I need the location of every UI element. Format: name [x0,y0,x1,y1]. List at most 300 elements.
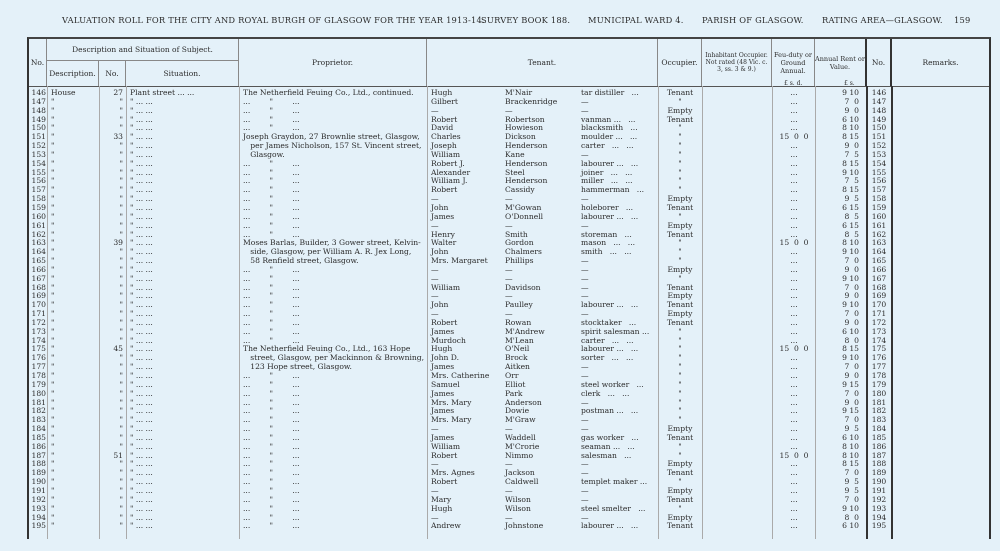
house-number: " [119,194,123,204]
description: " [51,194,55,204]
annual-rent: 9 0 [844,397,859,407]
row-number-right: 194 [871,512,887,522]
tenant-surname: M'Lean [505,335,534,345]
row-number-right: 156 [871,176,887,186]
tenant-surname: O'Neil [505,344,530,354]
tenant-surname: Park [505,388,523,398]
tenant-occupation: — [581,468,589,478]
tenant-surname: Dickson [505,132,536,142]
tenant-occupation: labourer ... ... [581,344,639,354]
row-number: 171 [31,309,46,319]
proprietor: Moses Barlas, Builder, 3 Gower street, Kelvin- [243,238,421,248]
tenant-surname: O'Donnell [505,211,544,221]
annual-rent: 9 10 [842,273,859,283]
annual-rent: 9 0 [844,264,859,274]
description: " [51,149,55,159]
col-proprietor: Proprietor. [239,39,427,86]
tenant-surname: Wilson [505,503,531,513]
tenant-occupation: labourer ... ... [581,300,639,310]
occupier-status: " [678,353,682,363]
proprietor: ... " ... [243,432,300,442]
proprietor: ... " ... [243,194,300,204]
description: " [51,335,55,345]
tenant-first-name: William [431,441,461,451]
situation: " ... ... [130,229,153,239]
annual-rent: 8 15 [842,344,859,354]
tenant-surname: Wilson [505,494,531,504]
tenant-occupation: — [581,291,589,301]
proprietor: ... " ... [243,96,300,106]
row-number-right: 155 [871,167,887,177]
tenant-occupation: labourer ... ... [581,521,639,531]
description: " [51,512,55,522]
feu-duty: ... [790,141,798,151]
tenant-surname: — [505,512,513,522]
parish: PARISH OF GLASGOW. [702,15,804,25]
house-number: " [119,141,123,151]
tenant-occupation: spirit salesman ... [581,326,650,336]
proprietor: ... " ... [243,468,300,478]
feu-duty: ... [790,362,798,372]
description: " [51,309,55,319]
occupier-status: " [678,149,682,159]
house-number: " [119,282,123,292]
description: " [51,96,55,106]
tenant-surname: Davidson [505,282,541,292]
feu-duty: ... [790,96,798,106]
tenant-first-name: John [431,247,449,257]
feu-duty: 15 0 0 [779,132,809,142]
feu-duty: ... [790,503,798,513]
tenant-surname: Dowie [505,406,530,416]
situation: " ... ... [130,264,153,274]
house-number: " [119,96,123,106]
house-number: " [119,503,123,513]
annual-rent: 6 15 [842,220,859,230]
annual-rent: 7 0 [844,388,859,398]
description: " [51,521,55,531]
rating-area: RATING AREA—GLASGOW. [822,15,943,25]
tenant-surname: M'Andrew [505,326,545,336]
annual-rent: 8 15 [842,185,859,195]
feu-duty: 15 0 0 [779,238,809,248]
situation: " ... ... [130,105,153,115]
tenant-first-name: William [431,282,461,292]
row-number-right: 189 [871,468,887,478]
annual-rent: 8 10 [842,238,859,248]
occupier-status: " [678,96,682,106]
row-number-right: 172 [871,317,887,327]
feu-duty: ... [790,521,798,531]
tenant-surname: — [505,194,513,204]
proprietor: ... " ... [243,220,300,230]
row-number: 166 [31,264,46,274]
tenant-occupation: templet maker ... [581,477,648,487]
tenant-surname: Henderson [505,176,548,186]
feu-duty: ... [790,494,798,504]
tenant-surname: Robertson [505,114,545,124]
situation: " ... ... [130,141,153,151]
description: " [51,317,55,327]
tenant-occupation: — [581,256,589,266]
description: " [51,123,55,133]
occupier-status: " [678,371,682,380]
row-number: 164 [31,247,46,257]
row-number: 158 [31,194,46,204]
house-number: " [119,264,123,274]
tenant-first-name: James [431,326,455,336]
tenant-first-name: — [431,309,439,319]
tenant-surname: Brackenridge [505,96,558,106]
proprietor: ... " ... [243,335,300,345]
feu-duty: ... [790,309,798,319]
situation: " ... ... [130,273,153,283]
annual-rent: 7 0 [844,282,859,292]
annual-rent: 6 10 [842,114,859,124]
row-number: 146 [31,88,46,97]
house-number: " [119,521,123,531]
description: " [51,300,55,310]
tenant-occupation: — [581,415,589,425]
tenant-surname: Nimmo [505,450,534,460]
proprietor: ... " ... [243,494,300,504]
house-number: " [119,149,123,159]
tenant-occupation: clerk ... ... [581,388,630,398]
tenant-occupation: — [581,397,589,407]
tenant-occupation: — [581,362,589,372]
occupier-status: " [678,362,682,372]
situation: " ... ... [130,123,153,133]
situation: " ... ... [130,485,153,495]
tenant-first-name: — [431,105,439,115]
occupier-status: " [678,406,682,416]
house-number: " [119,123,123,133]
proprietor: ... " ... [243,114,300,124]
proprietor: ... " ... [243,123,300,133]
tenant-first-name: Charles [431,132,461,142]
tenant-first-name: — [431,459,439,469]
tenant-occupation: — [581,194,589,204]
house-number: " [119,309,123,319]
tenant-surname: Gordon [505,238,534,248]
annual-rent: 9 0 [844,105,859,115]
occupier-status: Tenant [666,300,694,310]
tenant-first-name: Hugh [431,88,453,97]
house-number: " [119,105,123,115]
situation: " ... ... [130,211,153,221]
annual-rent: 9 5 [844,424,859,434]
tenant-surname: M'Crorie [505,441,540,451]
description: " [51,494,55,504]
tenant-occupation: vanman ... ... [581,114,636,124]
tenant-first-name: — [431,512,439,522]
occupier-status: Empty [667,264,693,274]
tenant-surname: Smith [505,229,528,239]
annual-rent: 6 15 [842,202,859,212]
row-number-right: 187 [871,450,887,460]
row-number-right: 192 [871,494,887,504]
proprietor: ... " ... [243,167,300,177]
annual-rent: 9 10 [842,300,859,310]
situation: " ... ... [130,309,153,319]
row-number: 168 [31,282,46,292]
situation: " ... ... [130,371,153,380]
row-number: 169 [31,291,46,301]
table-body [29,89,989,531]
description: " [51,158,55,168]
tenant-occupation: — [581,273,589,283]
house-number: " [119,158,123,168]
row-number: 178 [31,371,46,380]
row-number: 159 [31,202,46,212]
feu-duty: 15 0 0 [779,450,809,460]
tenant-surname: Anderson [505,397,542,407]
proprietor: ... " ... [243,309,300,319]
situation: " ... ... [130,114,153,124]
occupier-status: " [678,415,682,425]
annual-rent: 7 0 [844,96,859,106]
row-number-right: 160 [871,211,887,221]
tenant-surname: Paulley [505,300,533,310]
tenant-occupation: salesman ... [581,450,632,460]
tenant-occupation: — [581,149,589,159]
tenant-occupation: — [581,494,589,504]
feu-duty: ... [790,185,798,195]
tenant-first-name: John [431,300,449,310]
description: House [51,88,76,97]
tenant-first-name: Murdoch [431,335,466,345]
proprietor: ... " ... [243,415,300,425]
situation: " ... ... [130,96,153,106]
feu-duty: ... [790,512,798,522]
house-number: " [119,247,123,257]
occupier-status: " [678,167,682,177]
proprietor: ... " ... [243,300,300,310]
situation: " ... ... [130,256,153,266]
feu-duty: ... [790,176,798,186]
row-number: 155 [31,167,46,177]
description: " [51,167,55,177]
annual-rent: 9 10 [842,503,859,513]
feu-duty: ... [790,211,798,221]
occupier-status: " [678,477,682,487]
tenant-first-name: — [431,424,439,434]
tenant-first-name: — [431,485,439,495]
description: " [51,485,55,495]
occupier-status: " [678,388,682,398]
occupier-status: Empty [667,485,693,495]
situation: " ... ... [130,503,153,513]
proprietor: 123 Hope street, Glasgow. [243,362,352,372]
description: " [51,468,55,478]
situation: " ... ... [130,300,153,310]
row-number: 167 [31,273,46,283]
feu-duty: ... [790,317,798,327]
tenant-occupation: miller ... ... [581,176,633,186]
situation: " ... ... [130,353,153,363]
feu-duty: ... [790,149,798,159]
row-number: 180 [31,388,46,398]
col-rent: Annual Rent or Value. [815,39,867,86]
description: " [51,220,55,230]
annual-rent: 8 0 [844,512,859,522]
annual-rent: 8 10 [842,450,859,460]
situation: " ... ... [130,521,153,531]
occupier-status: " [678,123,682,133]
tenant-first-name: Walter [431,238,457,248]
proprietor: ... " ... [243,273,300,283]
row-number-right: 152 [871,141,887,151]
row-number-right: 184 [871,424,887,434]
row-number: 153 [31,149,46,159]
row-number-right: 188 [871,459,887,469]
row-number: 157 [31,185,46,195]
tenant-occupation: gas worker ... [581,432,639,442]
situation: " ... ... [130,494,153,504]
proprietor: ... " ... [243,317,300,327]
tenant-first-name: David [431,123,454,133]
feu-duty: ... [790,388,798,398]
row-number: 151 [31,132,46,142]
house-number: " [119,300,123,310]
tenant-first-name: Samuel [431,379,460,389]
row-number: 195 [31,521,46,531]
valuation-table [27,37,991,539]
occupier-status: Tenant [666,468,694,478]
description: " [51,503,55,513]
occupier-status: Tenant [666,317,694,327]
proprietor: ... " ... [243,485,300,495]
house-number: " [119,415,123,425]
description: " [51,371,55,380]
row-number-right: 164 [871,247,887,257]
col-description: Description. [47,61,99,86]
house-number: " [119,494,123,504]
situation: " ... ... [130,388,153,398]
tenant-surname: Johnstone [505,521,544,531]
feu-duty: ... [790,202,798,212]
tenant-first-name: — [431,264,439,274]
row-number-right: 178 [871,371,887,380]
situation: " ... ... [130,397,153,407]
proprietor: ... " ... [243,379,300,389]
description: " [51,247,55,257]
situation: " ... ... [130,335,153,345]
proprietor: side, Glasgow, per William A. R. Jex Long, [243,247,412,257]
description: " [51,282,55,292]
row-number: 147 [31,96,46,106]
proprietor: ... " ... [243,185,300,195]
tenant-occupation: postman ... ... [581,406,639,416]
annual-rent: 8 5 [844,229,859,239]
tenant-occupation: holeborer ... [581,202,634,212]
situation: " ... ... [130,132,153,142]
row-number-right: 195 [871,521,887,531]
row-number-right: 161 [871,220,887,230]
occupier-status: " [678,379,682,389]
row-number-right: 180 [871,388,887,398]
occupier-status: Tenant [666,114,694,124]
tenant-first-name: Hugh [431,344,453,354]
feu-units: £ s. d. [784,80,803,87]
description: " [51,441,55,451]
row-number-right: 185 [871,432,887,442]
annual-rent: 8 15 [842,158,859,168]
tenant-surname: Henderson [505,141,548,151]
occupier-status: " [678,158,682,168]
occupier-status: " [678,132,682,142]
description: " [51,424,55,434]
tenant-occupation: — [581,220,589,230]
proprietor: ... " ... [243,105,300,115]
description: " [51,459,55,469]
tenant-first-name: James [431,211,455,221]
proprietor: Joseph Graydon, 27 Brownlie street, Glasgow, [243,132,420,142]
description: " [51,273,55,283]
occupier-status: Empty [667,512,693,522]
row-number: 193 [31,503,46,513]
tenant-surname: — [505,291,513,301]
tenant-first-name: Robert [431,317,458,327]
situation: " ... ... [130,424,153,434]
tenant-surname: M'Gowan [505,202,542,212]
occupier-status: " [678,397,682,407]
house-number: " [119,424,123,434]
annual-rent: 8 0 [844,335,859,345]
feu-duty: ... [790,335,798,345]
table-row [29,522,989,531]
annual-rent: 8 10 [842,441,859,451]
proprietor: ... " ... [243,459,300,469]
row-number-right: 186 [871,441,887,451]
occupier-status: Tenant [666,229,694,239]
house-number: " [119,512,123,522]
feu-duty: ... [790,273,798,283]
proprietor: 58 Renfield street, Glasgow. [243,256,359,266]
row-number: 185 [31,432,46,442]
description: " [51,229,55,239]
tenant-first-name: Mrs. Margaret [431,256,488,266]
row-number-right: 168 [871,282,887,292]
annual-rent: 9 15 [842,379,859,389]
tenant-surname: Henderson [505,158,548,168]
tenant-occupation: — [581,424,589,434]
occupier-status: Tenant [666,282,694,292]
house-number: " [119,211,123,221]
row-number-right: 182 [871,406,887,416]
occupier-status: Tenant [666,432,694,442]
tenant-occupation: — [581,459,589,469]
tenant-surname: — [505,485,513,495]
description: " [51,406,55,416]
col-remarks: Remarks. [922,57,959,67]
tenant-occupation: — [581,282,589,292]
description: " [51,415,55,425]
occupier-status: Empty [667,424,693,434]
row-number-right: 183 [871,415,887,425]
row-number-right: 190 [871,477,887,487]
tenant-surname: Cassidy [505,185,535,195]
situation: " ... ... [130,441,153,451]
row-number: 162 [31,229,46,239]
tenant-first-name: Mrs. Agnes [431,468,475,478]
tenant-first-name: James [431,362,455,372]
proprietor: ... " ... [243,388,300,398]
tenant-occupation: carter ... ... [581,335,634,345]
proprietor: per James Nicholson, 157 St. Vincent street, [243,141,422,151]
annual-rent: 9 5 [844,485,859,495]
situation: Plant street ... ... [130,88,195,97]
